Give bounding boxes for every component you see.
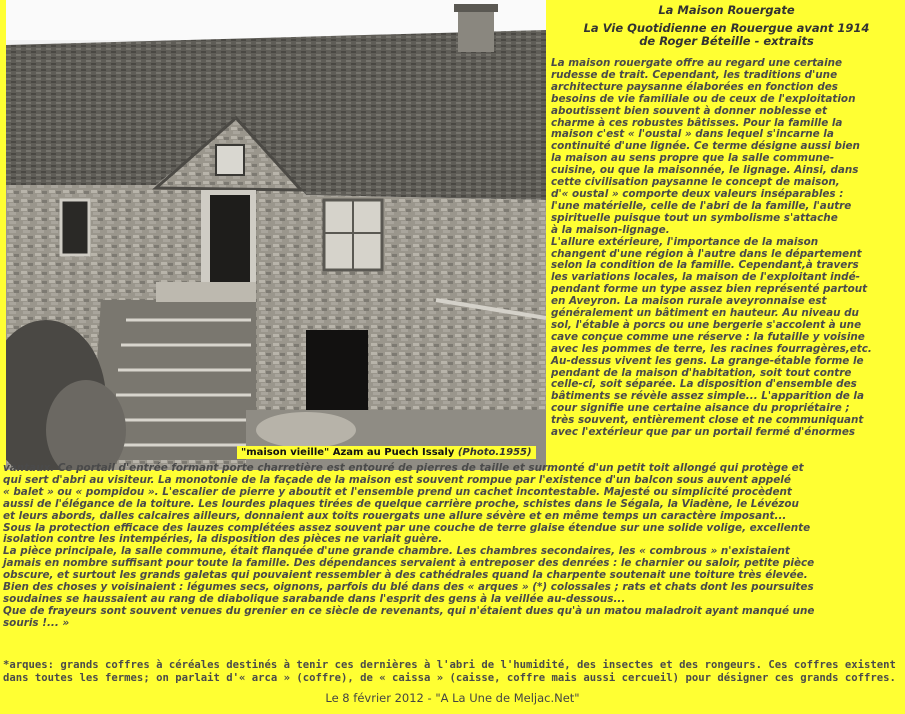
article-text-continued: vantaux. Ce portail d'entrée formant porte charretière est entouré de pierres de taille et surmonté d'un petit toit allongé qui protège et qui sert d'abri au visiteur. La monotonie de la façade de la maison est souvent rompue par l'existence d'un balcon sous auvent appelé « balet » ou « pompidou ». L'escalier de pierre y aboutit et l'ensemble prend un cachet incontestable. Majesté ou simplicité procèdent aussi de l'élégance de la toiture. Les lourdes plaques tirées de quelque carrière proche, schistes dans le Ségala, la Viadène, le Lévézou et leurs abords, dalles calcaires ailleurs, donnaient aux toits rouergats une allure sévère et en même temps un caractère imposant... Sous la protection efficace des lauzes complétées assez souvent par une couche de terre glaise étendue sur une solide volige, excellente isolation contre les intempéries, la disposition des pièces ne variait guère. La pièce principale, la salle commune, était flanquée d'une grande chambre. Les chambres secondaires, les « combrous » n'existaient jamais en nombre suffisant pour toute la famille. Des dépendances servaient à entreposer des denrées : le charnier ou saloir, petite pièce obscure, et surtout les grands galetas qui pouvaient ressembler à des cathédrales quand la charpente soutenait une toiture très élevée. Bien des choses y voisinaient : légumes secs, oignons, parfois du blé dans des « arques » (*) colossales ; rats et chats dont les poursuites soudaines se haussaient au rang de diabolique sarabande dans l'esprit des gens à la veillée au-dessous... Que de frayeurs sont souvent venues du grenier en ce siècle de revenants, qui n'étaient dues qu'à un matou maladroit ayant manqué une souris !... » [3, 462, 815, 629]
article-title: La Maison Rouergate [658, 3, 795, 17]
footnote: *arques: grands coffres à céréales destinés à tenir ces dernières à l'abri de l'humidité, des insectes et des rongeurs. Ces coffres existent dans toutes les fermes; on parlait d'« arca » (coffre), de « caissa » (caisse, coffre mais aussi cercueil) pour désigner ces grands coffres. [3, 659, 896, 684]
article-text-column: La maison rouergate offre au regard une certaine rudesse de trait. Cependant, les traditions d'une architecture paysanne élaborées en fonction des besoins de vie familiale ou de ceux de l'exploitation aboutissent bien souvent à donner noblesse et charme à ces robustes bâtisses. Pour la famille la maison c'est « l'oustal » dans lequel s'incarne la continuité d'une lignée. Ce terme désigne aussi bien la maison au sens propre que la salle commune- cuisine, ou que la maisonnée, le lignage. Ainsi, dans cette civilisation paysanne le concept de maison, d'« oustal » comporte deux valeurs inséparables : l'une matérielle, celle de l'abri de la famille, l'autre spirituelle puisque tout un symbolisme s'attache à la maison-lignage. L'allure extérieure, l'importance de la maison changent d'une région à l'autre dans le département selon la condition de la famille. Cependant,à travers les variations locales, la maison de l'exploitant indé- pendant forme un type assez bien représenté partout en Aveyron. La maison rurale aveyronnaise est généralement un bâtiment en hauteur. Au niveau du sol, l'étable à porcs ou une bergerie s'accolent à une cave conçue comme une réserve : la futaille y voisine avec les pommes de terre, les racines fourragères,etc. Au-dessus vivent les gens. La grange-étable forme le pendant de la maison d'habitation, soit tout contre celle-ci, soit séparée. La disposition d'ensemble des bâtiments se révèle assez simple... L'apparition de la cour signifie une certaine aisance du propriétaire ; très souvent, entièrement close et ne communiquant avec l'extérieur que par un portail fermé d'énormes [551, 57, 872, 439]
article-header [548, 3, 905, 48]
photo-caption-text: "maison vieille" Azam au Puech Issaly [241, 447, 455, 458]
photo-credit: (Photo.1955) [457, 447, 532, 458]
article-subtitle: La Vie Quotidienne en Rouergue avant 1914 [583, 21, 870, 35]
footer-credit: Le 8 février 2012 - "A La Une de Meljac.Net" [325, 691, 580, 705]
house-photo [6, 0, 546, 470]
house-illustration [6, 0, 546, 470]
article-author: de Roger Béteille - extraits [639, 34, 814, 48]
photo-caption [237, 446, 536, 459]
